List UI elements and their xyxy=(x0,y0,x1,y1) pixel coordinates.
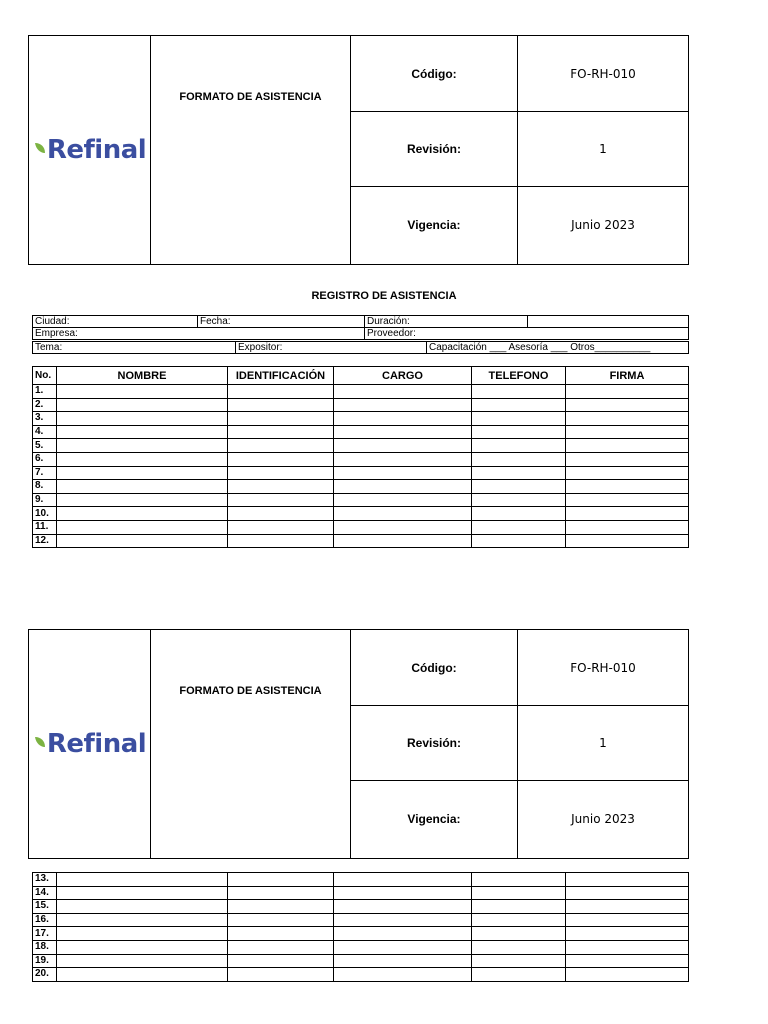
firma-cell[interactable] xyxy=(566,466,689,480)
row-number: 9. xyxy=(33,493,57,507)
identificacion-cell[interactable] xyxy=(228,534,334,548)
telefono-cell[interactable] xyxy=(472,520,566,534)
fecha-field[interactable]: Fecha: xyxy=(198,316,365,328)
telefono-cell[interactable] xyxy=(472,534,566,548)
identificacion-cell[interactable] xyxy=(228,466,334,480)
firma-cell[interactable] xyxy=(566,398,689,412)
table-row xyxy=(33,913,689,927)
cargo-cell[interactable] xyxy=(334,927,472,941)
identificacion-cell[interactable] xyxy=(228,452,334,466)
proveedor-field[interactable]: Proveedor: xyxy=(365,328,689,340)
table-row xyxy=(33,954,689,968)
cargo-cell[interactable] xyxy=(334,439,472,453)
attendance-table-1 xyxy=(32,366,689,548)
codigo-label: Código: xyxy=(351,36,518,111)
nombre-cell[interactable] xyxy=(57,940,228,954)
company-logo: Refinal xyxy=(33,137,146,163)
cargo-cell[interactable] xyxy=(334,954,472,968)
firma-cell[interactable] xyxy=(566,507,689,521)
identificacion-cell[interactable] xyxy=(228,873,334,887)
row-number: 16. xyxy=(33,913,57,927)
vigencia-value: Junio 2023 xyxy=(571,812,635,826)
firma-cell[interactable] xyxy=(566,913,689,927)
telefono-cell[interactable] xyxy=(472,466,566,480)
nombre-cell[interactable] xyxy=(57,954,228,968)
firma-cell[interactable] xyxy=(566,439,689,453)
telefono-cell[interactable] xyxy=(472,385,566,399)
nombre-cell[interactable] xyxy=(57,968,228,982)
firma-cell[interactable] xyxy=(566,534,689,548)
table-row xyxy=(33,520,689,534)
cargo-cell[interactable] xyxy=(334,913,472,927)
row-number: 14. xyxy=(33,886,57,900)
document-header xyxy=(28,35,689,265)
expositor-field[interactable]: Expositor: xyxy=(236,342,427,354)
row-number: 10. xyxy=(33,507,57,521)
telefono-cell[interactable] xyxy=(472,480,566,494)
telefono-cell[interactable] xyxy=(472,507,566,521)
vigencia-value: Junio 2023 xyxy=(571,218,635,232)
cargo-cell[interactable] xyxy=(334,425,472,439)
row-number: 4. xyxy=(33,425,57,439)
identificacion-cell[interactable] xyxy=(228,439,334,453)
telefono-cell[interactable] xyxy=(472,439,566,453)
cargo-cell[interactable] xyxy=(334,466,472,480)
nombre-cell[interactable] xyxy=(57,412,228,426)
info-table-2 xyxy=(32,341,689,354)
firma-cell[interactable] xyxy=(566,480,689,494)
row-number: 2. xyxy=(33,398,57,412)
telefono-cell[interactable] xyxy=(472,873,566,887)
firma-cell[interactable] xyxy=(566,954,689,968)
table-row xyxy=(33,385,689,399)
vigencia-label: Vigencia: xyxy=(351,186,518,264)
row-number: 1. xyxy=(33,385,57,399)
telefono-cell[interactable] xyxy=(472,412,566,426)
row-number: 12. xyxy=(33,534,57,548)
table-row xyxy=(33,507,689,521)
row-number: 13. xyxy=(33,873,57,887)
nombre-cell[interactable] xyxy=(57,913,228,927)
table-row xyxy=(33,412,689,426)
cargo-cell[interactable] xyxy=(334,873,472,887)
firma-cell[interactable] xyxy=(566,940,689,954)
cargo-cell[interactable] xyxy=(334,520,472,534)
leaf-icon xyxy=(33,735,47,753)
cargo-cell[interactable] xyxy=(334,534,472,548)
table-row xyxy=(33,398,689,412)
identificacion-cell[interactable] xyxy=(228,886,334,900)
firma-cell[interactable] xyxy=(566,886,689,900)
row-number: 19. xyxy=(33,954,57,968)
firma-cell[interactable] xyxy=(566,900,689,914)
logo-cell xyxy=(29,630,151,858)
row-number: 5. xyxy=(33,439,57,453)
codigo-value: FO-RH-010 xyxy=(570,660,636,675)
identificacion-cell[interactable] xyxy=(228,940,334,954)
telefono-cell[interactable] xyxy=(472,940,566,954)
revision-label: Revisión: xyxy=(351,111,518,186)
firma-cell[interactable] xyxy=(566,385,689,399)
telefono-cell[interactable] xyxy=(472,452,566,466)
table-row xyxy=(33,968,689,982)
form-title: FORMATO DE ASISTENCIA xyxy=(179,91,322,103)
cargo-cell[interactable] xyxy=(334,398,472,412)
revision-value: 1 xyxy=(599,735,607,750)
nombre-cell[interactable] xyxy=(57,439,228,453)
row-number: 20. xyxy=(33,968,57,982)
row-number: 18. xyxy=(33,940,57,954)
codigo-value: FO-RH-010 xyxy=(570,66,636,81)
row-number: 3. xyxy=(33,412,57,426)
ciudad-field[interactable]: Ciudad: xyxy=(33,316,198,328)
row-number: 8. xyxy=(33,480,57,494)
identificacion-cell[interactable] xyxy=(228,493,334,507)
nombre-cell[interactable] xyxy=(57,534,228,548)
table-row xyxy=(33,927,689,941)
identificacion-cell[interactable] xyxy=(228,385,334,399)
nombre-cell[interactable] xyxy=(57,520,228,534)
cargo-cell[interactable] xyxy=(334,507,472,521)
firma-cell[interactable] xyxy=(566,452,689,466)
firma-cell[interactable] xyxy=(566,493,689,507)
col-telefono: TELEFONO xyxy=(472,367,566,385)
cargo-cell[interactable] xyxy=(334,900,472,914)
identificacion-cell[interactable] xyxy=(228,927,334,941)
telefono-cell[interactable] xyxy=(472,913,566,927)
nombre-cell[interactable] xyxy=(57,493,228,507)
cargo-cell[interactable] xyxy=(334,940,472,954)
duracion-field[interactable]: Duración: xyxy=(365,316,528,328)
firma-cell[interactable] xyxy=(566,520,689,534)
identificacion-cell[interactable] xyxy=(228,425,334,439)
identificacion-cell[interactable] xyxy=(228,913,334,927)
table-row xyxy=(33,425,689,439)
col-identificacion: IDENTIFICACIÓN xyxy=(228,367,334,385)
cargo-cell[interactable] xyxy=(334,480,472,494)
telefono-cell[interactable] xyxy=(472,886,566,900)
codigo-label: Código: xyxy=(351,630,518,705)
nombre-cell[interactable] xyxy=(57,886,228,900)
tema-field[interactable]: Tema: xyxy=(33,342,236,354)
logo-cell xyxy=(29,36,151,264)
table-header xyxy=(33,367,689,385)
title-cell xyxy=(151,630,351,858)
identificacion-cell[interactable] xyxy=(228,398,334,412)
table-row xyxy=(33,466,689,480)
col-cargo: CARGO xyxy=(334,367,472,385)
firma-cell[interactable] xyxy=(566,927,689,941)
identificacion-cell[interactable] xyxy=(228,954,334,968)
identificacion-cell[interactable] xyxy=(228,507,334,521)
table-row xyxy=(33,873,689,887)
identificacion-cell[interactable] xyxy=(228,520,334,534)
form-title: FORMATO DE ASISTENCIA xyxy=(179,685,322,697)
firma-cell[interactable] xyxy=(566,425,689,439)
nombre-cell[interactable] xyxy=(57,507,228,521)
company-logo: Refinal xyxy=(33,731,146,757)
table-row xyxy=(33,940,689,954)
firma-cell[interactable] xyxy=(566,412,689,426)
table-row xyxy=(33,900,689,914)
telefono-cell[interactable] xyxy=(472,968,566,982)
table-row xyxy=(33,439,689,453)
vigencia-label: Vigencia: xyxy=(351,780,518,858)
nombre-cell[interactable] xyxy=(57,398,228,412)
leaf-icon xyxy=(33,141,47,159)
info-table xyxy=(32,315,689,340)
identificacion-cell[interactable] xyxy=(228,900,334,914)
telefono-cell[interactable] xyxy=(472,398,566,412)
table-row xyxy=(33,886,689,900)
cargo-cell[interactable] xyxy=(334,968,472,982)
nombre-cell[interactable] xyxy=(57,927,228,941)
identificacion-cell[interactable] xyxy=(228,480,334,494)
cargo-cell[interactable] xyxy=(334,493,472,507)
row-number: 15. xyxy=(33,900,57,914)
col-firma: FIRMA xyxy=(566,367,689,385)
identificacion-cell[interactable] xyxy=(228,412,334,426)
table-row xyxy=(33,493,689,507)
row-number: 6. xyxy=(33,452,57,466)
table-row xyxy=(33,480,689,494)
revision-value: 1 xyxy=(599,141,607,156)
telefono-cell[interactable] xyxy=(472,900,566,914)
nombre-cell[interactable] xyxy=(57,466,228,480)
nombre-cell[interactable] xyxy=(57,425,228,439)
telefono-cell[interactable] xyxy=(472,493,566,507)
row-number: 17. xyxy=(33,927,57,941)
registro-title: REGISTRO DE ASISTENCIA xyxy=(311,290,457,302)
firma-cell[interactable] xyxy=(566,968,689,982)
cargo-cell[interactable] xyxy=(334,886,472,900)
nombre-cell[interactable] xyxy=(57,385,228,399)
row-number: 11. xyxy=(33,520,57,534)
extra-field[interactable] xyxy=(528,316,689,328)
cargo-cell[interactable] xyxy=(334,412,472,426)
empresa-field[interactable]: Empresa: xyxy=(33,328,365,340)
title-cell xyxy=(151,36,351,264)
row-number: 7. xyxy=(33,466,57,480)
telefono-cell[interactable] xyxy=(472,927,566,941)
nombre-cell[interactable] xyxy=(57,873,228,887)
attendance-table-2 xyxy=(32,872,689,982)
revision-label: Revisión: xyxy=(351,705,518,780)
col-no: No. xyxy=(33,367,57,385)
identificacion-cell[interactable] xyxy=(228,968,334,982)
telefono-cell[interactable] xyxy=(472,954,566,968)
cargo-cell[interactable] xyxy=(334,452,472,466)
document-header-2 xyxy=(28,629,689,859)
table-row xyxy=(33,534,689,548)
nombre-cell[interactable] xyxy=(57,900,228,914)
nombre-cell[interactable] xyxy=(57,480,228,494)
col-nombre: NOMBRE xyxy=(57,367,228,385)
tipo-field[interactable]: Capacitación ___ Asesoría ___ Otros__________ xyxy=(427,342,689,354)
firma-cell[interactable] xyxy=(566,873,689,887)
nombre-cell[interactable] xyxy=(57,452,228,466)
cargo-cell[interactable] xyxy=(334,385,472,399)
table-row xyxy=(33,452,689,466)
telefono-cell[interactable] xyxy=(472,425,566,439)
